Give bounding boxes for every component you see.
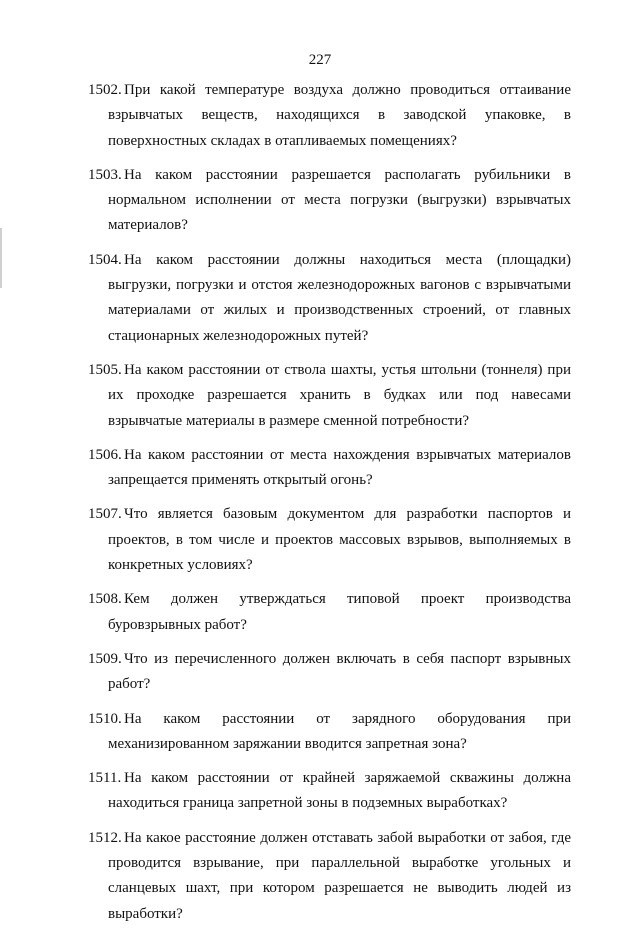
question-number: 1508. bbox=[88, 591, 122, 608]
question-text: На каком расстоянии от крайней заряжаемой скважины должна находиться граница запретной зоны в подземных выработках? bbox=[108, 770, 571, 812]
question-number: 1504. bbox=[88, 251, 122, 268]
page-number: 227 bbox=[308, 52, 332, 68]
question-number: 1505. bbox=[88, 361, 122, 378]
question-item bbox=[88, 443, 571, 494]
question-number: 1507. bbox=[88, 506, 122, 523]
question-text: Что является базовым документом для разработки паспортов и проектов, в том числе и проектов массовых взрывов, выполняемых в конкретных условиях? bbox=[108, 506, 571, 574]
question-number: 1503. bbox=[88, 166, 122, 183]
question-item bbox=[88, 502, 571, 578]
question-item bbox=[88, 707, 571, 758]
question-list bbox=[88, 78, 571, 936]
question-item bbox=[88, 647, 571, 698]
question-text: На какое расстояние должен отставать забой выработки от забоя, где проводится взрывание, при параллельной выработке угольных и сланцевых шахт, при котором разрешается не выводить людей из выработки? bbox=[108, 829, 571, 922]
question-text: На каком расстоянии от зарядного оборудования при механизированном заряжании вводится запретная зона? bbox=[108, 710, 571, 752]
question-number: 1506. bbox=[88, 446, 122, 463]
question-text: Кем должен утверждаться типовой проект производства буровзрывных работ? bbox=[108, 591, 571, 633]
question-text: Что из перечисленного должен включать в себя паспорт взрывных работ? bbox=[108, 650, 571, 693]
question-text: На каком расстоянии от места нахождения взрывчатых материалов запрещается применять открытый огонь? bbox=[108, 446, 571, 489]
question-item bbox=[88, 766, 571, 817]
scan-edge-mark bbox=[0, 228, 2, 288]
question-number: 1511. bbox=[88, 770, 122, 787]
question-text: На каком расстоянии должны находиться места (площадки) выгрузки, погрузки и отстоя железнодорожных вагонов с взрывчатыми материалами от жилых и производственных строений, от главных стационарных железнодорожных путей? bbox=[108, 251, 571, 344]
question-number: 1512. bbox=[88, 829, 122, 846]
question-text: На каком расстоянии разрешается располагать рубильники в нормальном исполнении от места погрузки (выгрузки) взрывчатых материалов? bbox=[108, 166, 571, 234]
question-item bbox=[88, 826, 571, 927]
question-text: При какой температуре воздуха должно проводиться оттаивание взрывчатых веществ, находящихся в заводской упаковке, в поверхностных складах в отапливаемых помещениях? bbox=[108, 82, 571, 149]
question-item bbox=[88, 78, 571, 154]
question-item bbox=[88, 358, 571, 434]
question-number: 1509. bbox=[88, 650, 122, 667]
question-text: На каком расстоянии от ствола шахты, устья штольни (тоннеля) при их проходке разрешается хранить в будках или под навесами взрывчатые материалы в размере сменной потребности? bbox=[108, 361, 571, 429]
question-item bbox=[88, 163, 571, 239]
question-number: 1502. bbox=[88, 82, 122, 98]
question-number: 1510. bbox=[88, 710, 122, 727]
question-item bbox=[88, 587, 571, 638]
question-item bbox=[88, 248, 571, 349]
